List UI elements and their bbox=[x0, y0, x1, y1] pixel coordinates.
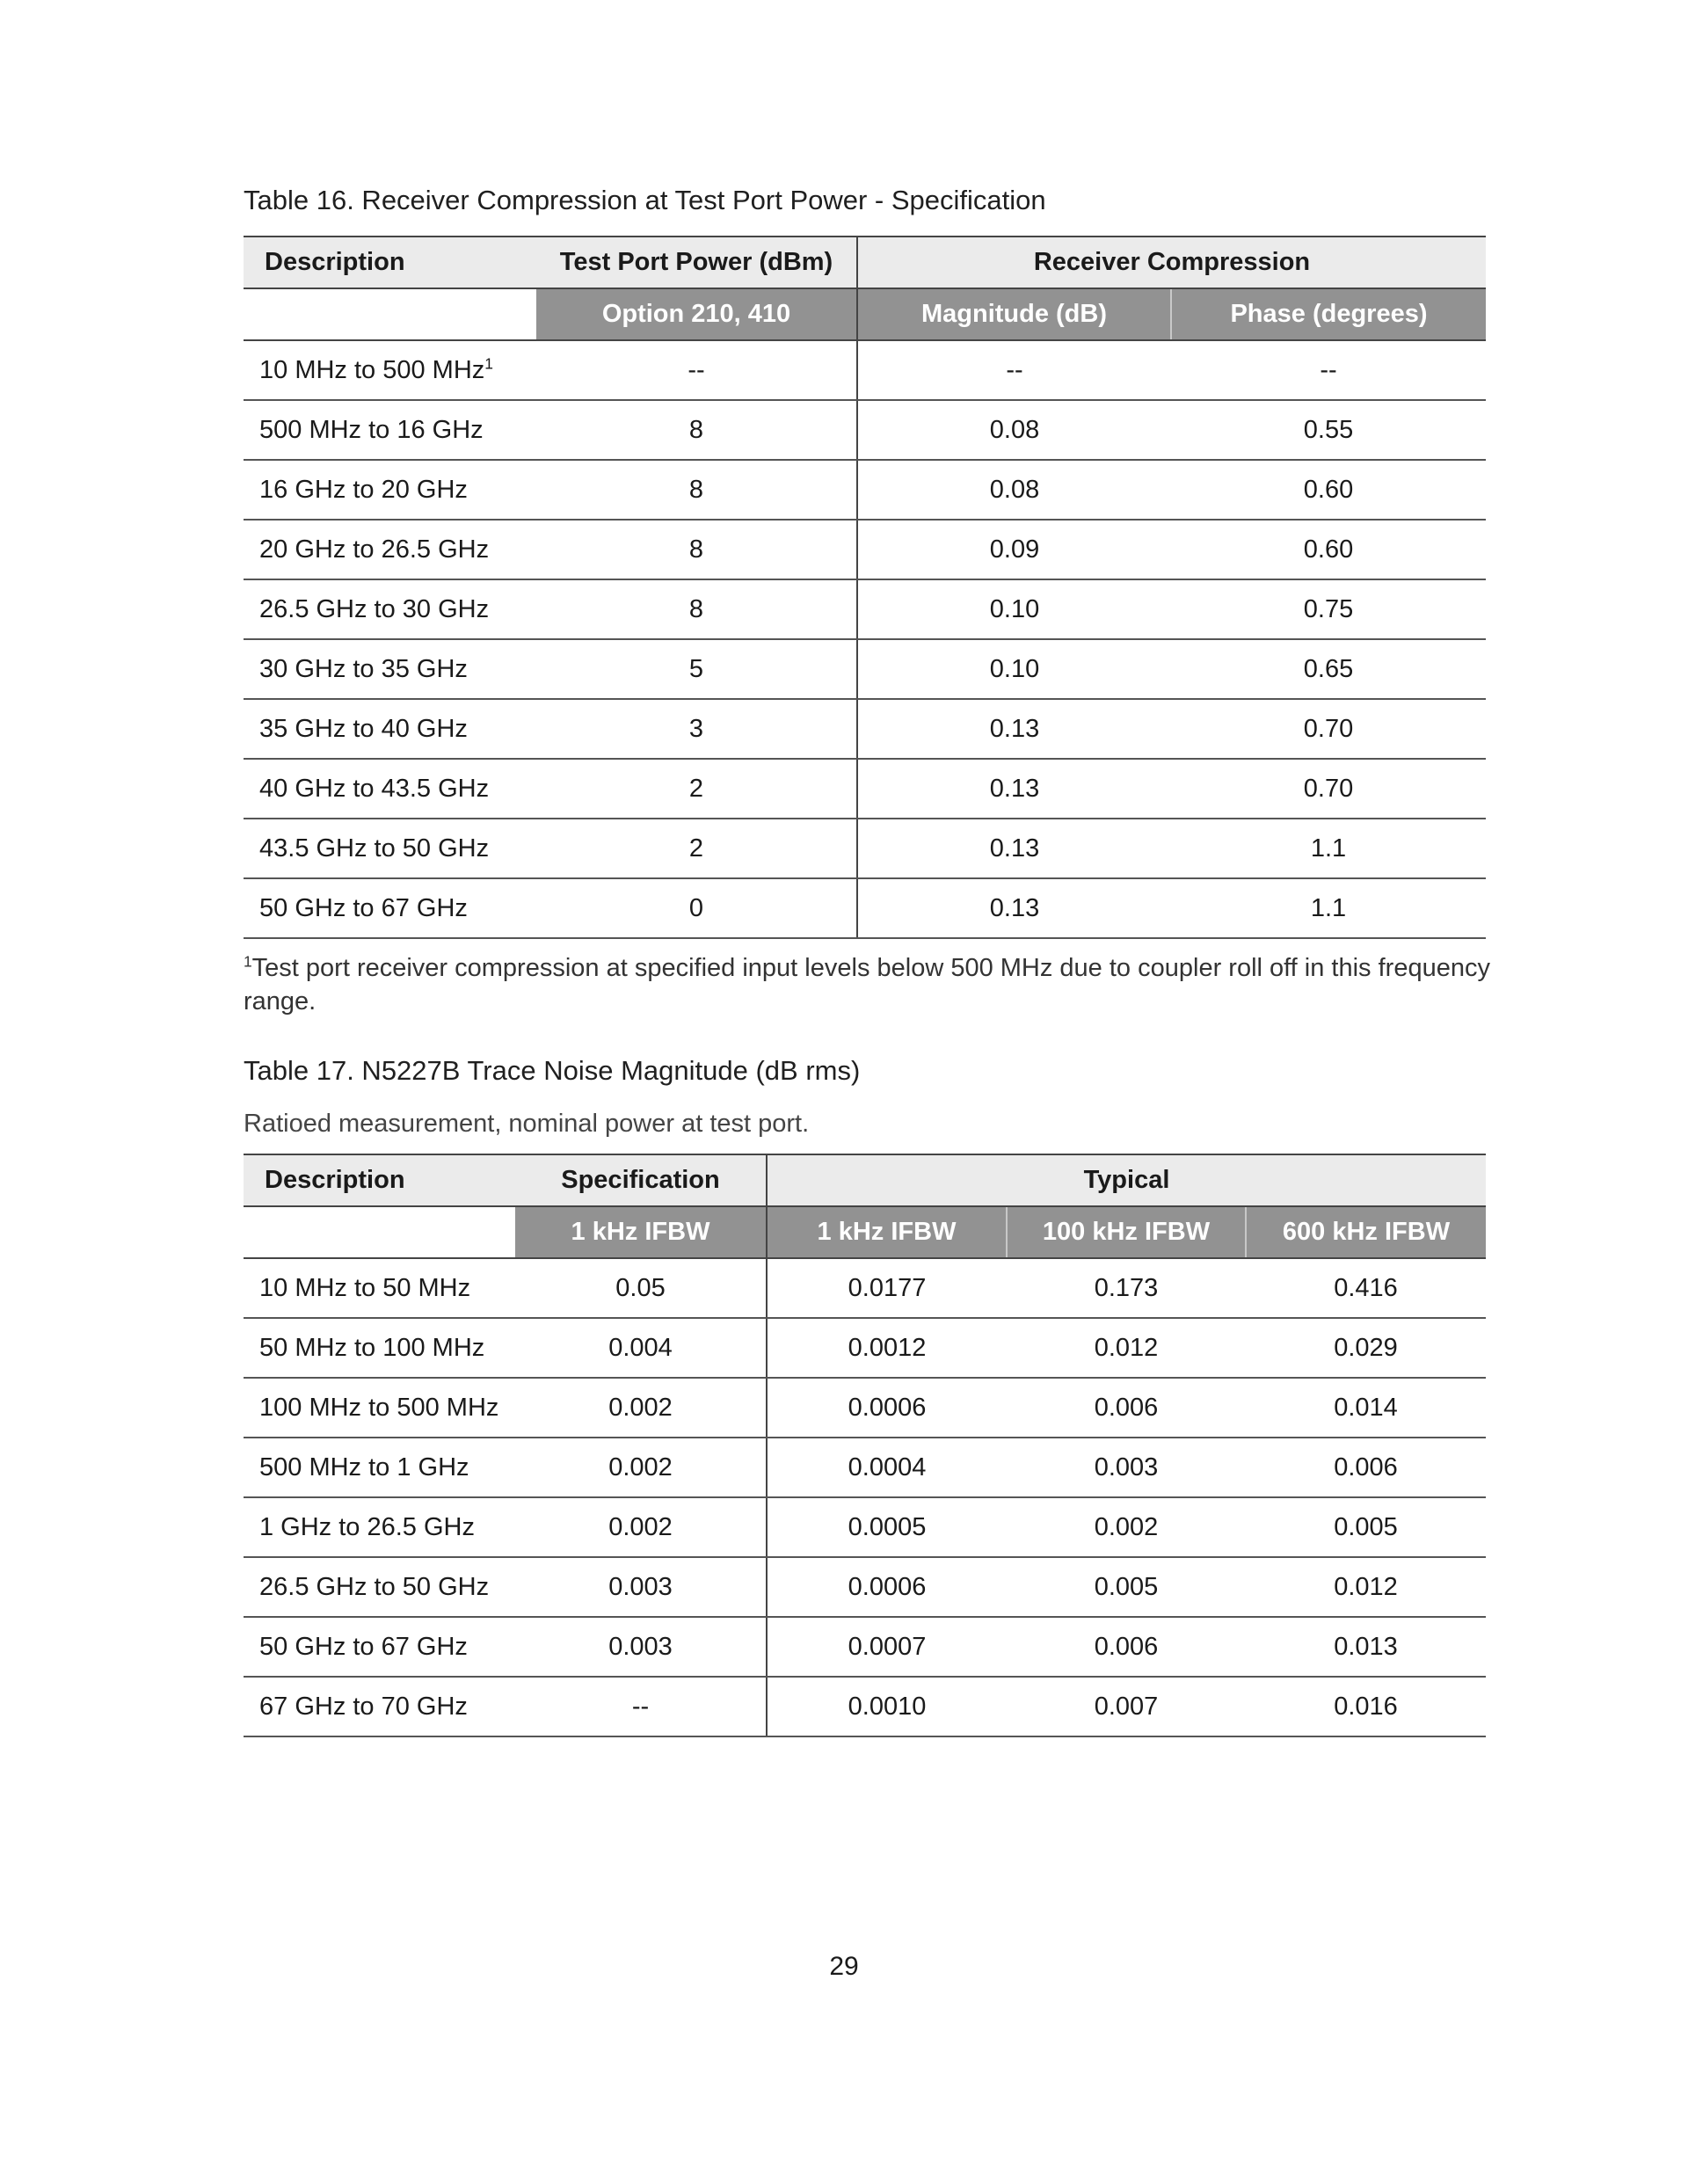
cell-typical-1khz: 0.0007 bbox=[767, 1617, 1007, 1677]
cell-description: 500 MHz to 1 GHz bbox=[244, 1438, 515, 1497]
receiver-compression-table bbox=[244, 236, 1486, 939]
cell-specification: 0.05 bbox=[515, 1258, 767, 1318]
cell-phase: 0.75 bbox=[1171, 579, 1486, 639]
cell-magnitude: 0.08 bbox=[857, 460, 1171, 520]
cell-phase: 1.1 bbox=[1171, 878, 1486, 938]
cell-typical-100khz: 0.006 bbox=[1007, 1378, 1246, 1438]
cell-description: 67 GHz to 70 GHz bbox=[244, 1677, 515, 1736]
cell-description: 100 MHz to 500 MHz bbox=[244, 1378, 515, 1438]
cell-phase: -- bbox=[1171, 340, 1486, 400]
cell-description: 50 GHz to 67 GHz bbox=[244, 1617, 515, 1677]
cell-specification: -- bbox=[515, 1677, 767, 1736]
table16-footnote bbox=[244, 951, 1562, 1018]
cell-typical-1khz: 0.0006 bbox=[767, 1557, 1007, 1617]
table-row bbox=[244, 639, 1486, 699]
table16-subheader-row bbox=[244, 288, 1486, 340]
cell-specification: 0.002 bbox=[515, 1497, 767, 1557]
cell-specification: 0.004 bbox=[515, 1318, 767, 1378]
cell-description: 50 MHz to 100 MHz bbox=[244, 1318, 515, 1378]
cell-description bbox=[244, 400, 536, 460]
cell-test-port-power: 0 bbox=[536, 878, 857, 938]
header-test-port-power: Test Port Power (dBm) bbox=[536, 237, 857, 288]
table-row bbox=[244, 1617, 1486, 1677]
cell-specification: 0.002 bbox=[515, 1378, 767, 1438]
cell-description bbox=[244, 819, 536, 878]
table-row bbox=[244, 819, 1486, 878]
cell-magnitude: -- bbox=[857, 340, 1171, 400]
subheader-spec-ifbw: 1 kHz IFBW bbox=[515, 1206, 767, 1258]
description-text: 35 GHz to 40 GHz bbox=[259, 714, 468, 743]
cell-typical-600khz: 0.016 bbox=[1246, 1677, 1486, 1736]
footnote-marker: 1 bbox=[244, 952, 252, 971]
table-row bbox=[244, 759, 1486, 819]
cell-phase: 0.70 bbox=[1171, 699, 1486, 759]
cell-typical-100khz: 0.005 bbox=[1007, 1557, 1246, 1617]
cell-magnitude: 0.10 bbox=[857, 579, 1171, 639]
cell-typical-1khz: 0.0005 bbox=[767, 1497, 1007, 1557]
header-specification: Specification bbox=[515, 1154, 767, 1206]
table-row bbox=[244, 1557, 1486, 1617]
cell-typical-1khz: 0.0177 bbox=[767, 1258, 1007, 1318]
cell-typical-600khz: 0.416 bbox=[1246, 1258, 1486, 1318]
table-row bbox=[244, 878, 1486, 938]
subheader-magnitude: Magnitude (dB) bbox=[857, 288, 1171, 340]
table16-header-row bbox=[244, 237, 1486, 288]
cell-phase: 0.60 bbox=[1171, 460, 1486, 520]
subheader-blank bbox=[244, 288, 536, 340]
cell-test-port-power: 2 bbox=[536, 819, 857, 878]
cell-phase: 0.55 bbox=[1171, 400, 1486, 460]
cell-description bbox=[244, 639, 536, 699]
cell-typical-600khz: 0.014 bbox=[1246, 1378, 1486, 1438]
cell-typical-100khz: 0.012 bbox=[1007, 1318, 1246, 1378]
description-text: 43.5 GHz to 50 GHz bbox=[259, 834, 490, 863]
table17-caption: Table 17. N5227B Trace Noise Magnitude (dB rms) bbox=[244, 1055, 861, 1086]
cell-magnitude: 0.13 bbox=[857, 878, 1171, 938]
cell-description bbox=[244, 460, 536, 520]
cell-test-port-power: -- bbox=[536, 340, 857, 400]
footnote-text: Test port receiver compression at specified input levels below 500 MHz due to coupler roll off in this frequency range. bbox=[244, 954, 1490, 1016]
table-row bbox=[244, 1438, 1486, 1497]
cell-description: 26.5 GHz to 50 GHz bbox=[244, 1557, 515, 1617]
cell-typical-600khz: 0.013 bbox=[1246, 1617, 1486, 1677]
cell-description: 10 MHz to 50 MHz bbox=[244, 1258, 515, 1318]
cell-phase: 0.70 bbox=[1171, 759, 1486, 819]
cell-typical-1khz: 0.0004 bbox=[767, 1438, 1007, 1497]
subheader-option: Option 210, 410 bbox=[536, 288, 857, 340]
cell-typical-600khz: 0.006 bbox=[1246, 1438, 1486, 1497]
page-number: 29 bbox=[829, 1952, 859, 1981]
cell-specification: 0.003 bbox=[515, 1557, 767, 1617]
cell-magnitude: 0.13 bbox=[857, 819, 1171, 878]
table16-caption: Table 16. Receiver Compression at Test Port Power - Specification bbox=[244, 185, 1046, 215]
trace-noise-table bbox=[244, 1154, 1486, 1737]
cell-description bbox=[244, 340, 536, 400]
cell-typical-600khz: 0.005 bbox=[1246, 1497, 1486, 1557]
cell-phase: 1.1 bbox=[1171, 819, 1486, 878]
table-row bbox=[244, 400, 1486, 460]
subheader-blank bbox=[244, 1206, 515, 1258]
cell-test-port-power: 2 bbox=[536, 759, 857, 819]
subheader-typ-100k: 100 kHz IFBW bbox=[1007, 1206, 1246, 1258]
cell-typical-100khz: 0.006 bbox=[1007, 1617, 1246, 1677]
description-text: 26.5 GHz to 30 GHz bbox=[259, 594, 490, 623]
header-receiver-compression: Receiver Compression bbox=[857, 237, 1486, 288]
table17-subheader-row bbox=[244, 1206, 1486, 1258]
cell-typical-1khz: 0.0012 bbox=[767, 1318, 1007, 1378]
cell-typical-1khz: 0.0006 bbox=[767, 1378, 1007, 1438]
cell-typical-100khz: 0.003 bbox=[1007, 1438, 1246, 1497]
table-row bbox=[244, 460, 1486, 520]
table-row bbox=[244, 699, 1486, 759]
cell-specification: 0.002 bbox=[515, 1438, 767, 1497]
subheader-phase: Phase (degrees) bbox=[1171, 288, 1486, 340]
header-description: Description bbox=[244, 237, 536, 288]
table-row bbox=[244, 1318, 1486, 1378]
cell-description bbox=[244, 759, 536, 819]
cell-test-port-power: 8 bbox=[536, 520, 857, 579]
table-row bbox=[244, 1677, 1486, 1736]
cell-phase: 0.65 bbox=[1171, 639, 1486, 699]
cell-test-port-power: 8 bbox=[536, 400, 857, 460]
description-text: 50 GHz to 67 GHz bbox=[259, 893, 468, 922]
cell-magnitude: 0.13 bbox=[857, 699, 1171, 759]
cell-specification: 0.003 bbox=[515, 1617, 767, 1677]
description-text: 16 GHz to 20 GHz bbox=[259, 475, 468, 504]
header-typical: Typical bbox=[767, 1154, 1486, 1206]
header-description: Description bbox=[244, 1154, 515, 1206]
cell-description bbox=[244, 520, 536, 579]
table-row bbox=[244, 1378, 1486, 1438]
table-row bbox=[244, 1497, 1486, 1557]
cell-phase: 0.60 bbox=[1171, 520, 1486, 579]
description-text: 20 GHz to 26.5 GHz bbox=[259, 535, 490, 564]
description-text: 40 GHz to 43.5 GHz bbox=[259, 774, 490, 803]
footnote-marker: 1 bbox=[484, 353, 493, 372]
cell-magnitude: 0.10 bbox=[857, 639, 1171, 699]
description-text: 500 MHz to 16 GHz bbox=[259, 415, 484, 444]
table-row bbox=[244, 1258, 1486, 1318]
cell-test-port-power: 8 bbox=[536, 579, 857, 639]
cell-typical-100khz: 0.173 bbox=[1007, 1258, 1246, 1318]
cell-typical-100khz: 0.007 bbox=[1007, 1677, 1246, 1736]
table17-subcaption: Ratioed measurement, nominal power at test port. bbox=[244, 1110, 810, 1138]
subheader-typ-1k: 1 kHz IFBW bbox=[767, 1206, 1007, 1258]
table-row bbox=[244, 520, 1486, 579]
table-row bbox=[244, 340, 1486, 400]
cell-description: 1 GHz to 26.5 GHz bbox=[244, 1497, 515, 1557]
table-row bbox=[244, 579, 1486, 639]
cell-typical-1khz: 0.0010 bbox=[767, 1677, 1007, 1736]
cell-description bbox=[244, 579, 536, 639]
cell-typical-600khz: 0.012 bbox=[1246, 1557, 1486, 1617]
cell-test-port-power: 8 bbox=[536, 460, 857, 520]
description-text: 10 MHz to 500 MHz bbox=[259, 355, 485, 384]
subheader-typ-600k: 600 kHz IFBW bbox=[1246, 1206, 1486, 1258]
cell-magnitude: 0.08 bbox=[857, 400, 1171, 460]
cell-typical-600khz: 0.029 bbox=[1246, 1318, 1486, 1378]
cell-magnitude: 0.13 bbox=[857, 759, 1171, 819]
description-text: 30 GHz to 35 GHz bbox=[259, 654, 468, 683]
cell-test-port-power: 5 bbox=[536, 639, 857, 699]
cell-description bbox=[244, 699, 536, 759]
cell-typical-100khz: 0.002 bbox=[1007, 1497, 1246, 1557]
cell-magnitude: 0.09 bbox=[857, 520, 1171, 579]
cell-description bbox=[244, 878, 536, 938]
cell-test-port-power: 3 bbox=[536, 699, 857, 759]
table17-header-row bbox=[244, 1154, 1486, 1206]
